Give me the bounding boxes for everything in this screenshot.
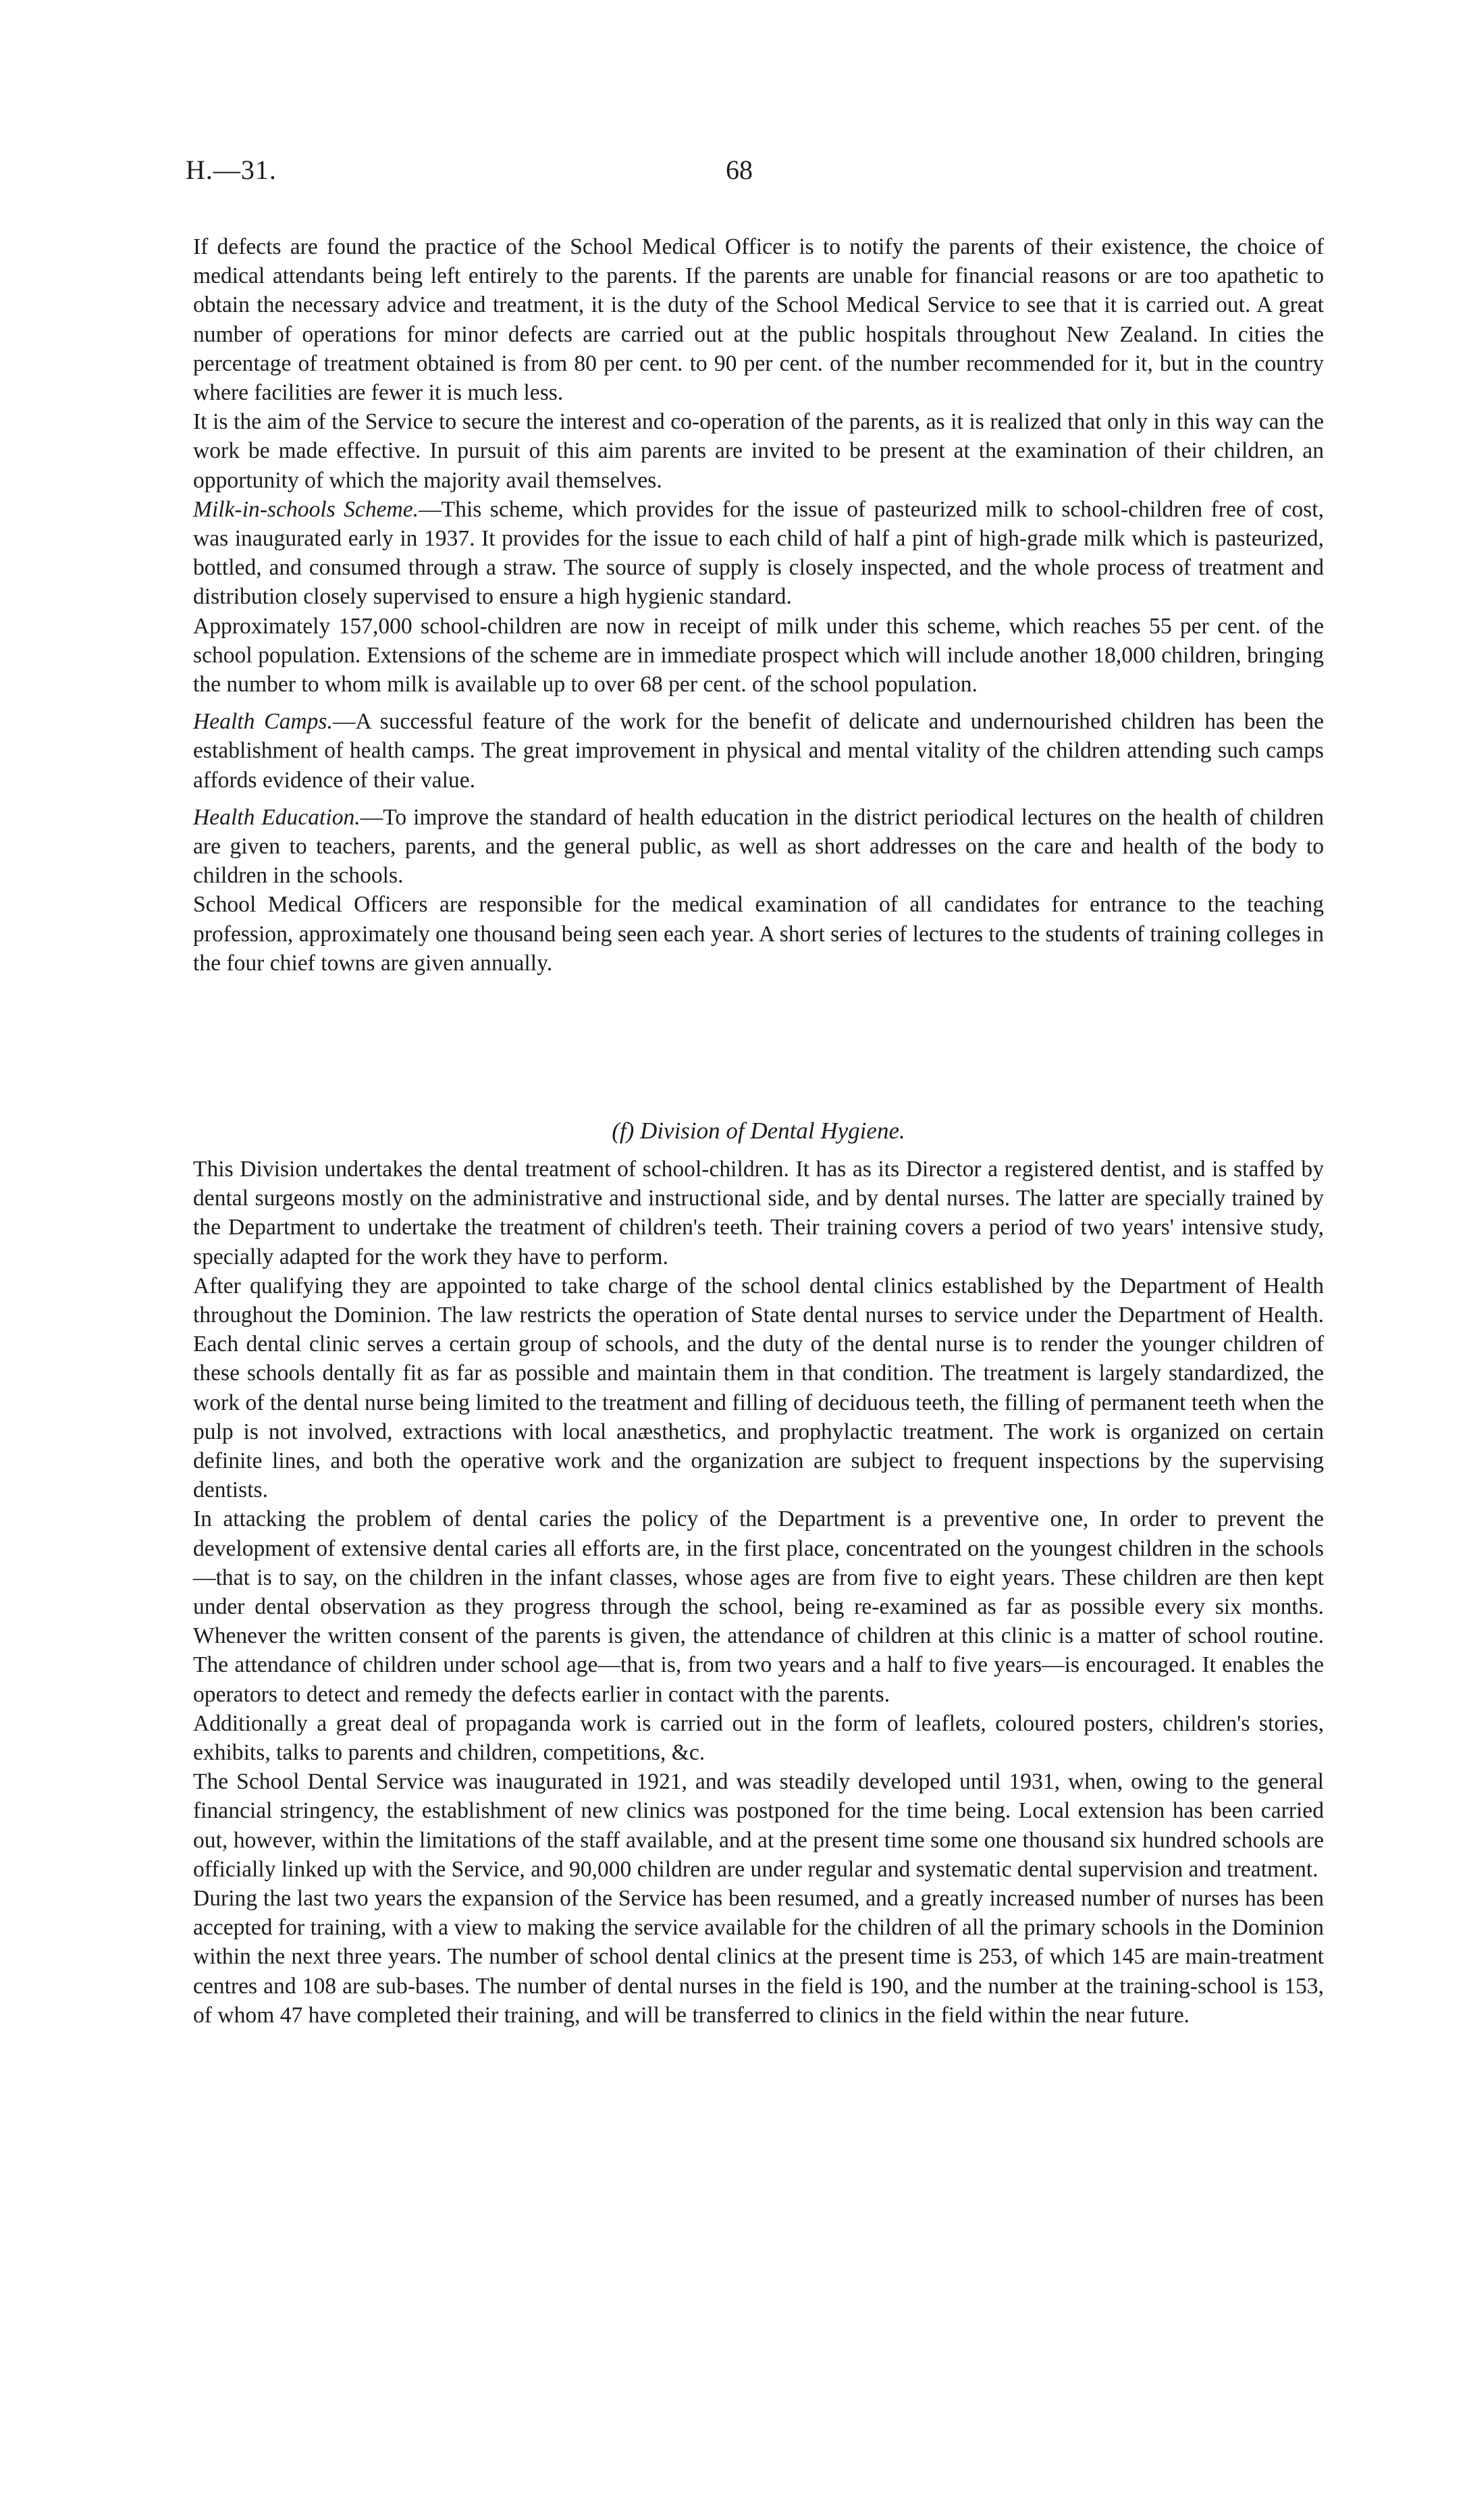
page-header xyxy=(186,154,1320,194)
document-reference: H.—31. xyxy=(186,155,277,185)
paragraph-cooperation: It is the aim of the Service to secure the interest and co-operation of the parents, as it is realized that only in this way can the work be made effective. In pursuit of this aim parents are invited to be present at the examination of their children, an opportunity of which the majority avail themselves. xyxy=(193,409,1324,493)
paragraph-milk-extension: Approximately 157,000 school-children are now in receipt of milk under this scheme, which reaches 55 per cent. of the school population. Extensions of the scheme are in immediate prospect which will include another 18,000 children, bringing the number to whom milk is available up to over 68 per cent. of the school population. xyxy=(193,613,1324,698)
milk-scheme-text: —This scheme, which provides for the issue of pasteurized milk to school-children free of cost, was inaugurated early in 1937. It provides for the issue to each child of half a pint of high-grade milk which is pasteurized, bottled, and consumed through a straw. The source of supply is closely inspected, and the whole process of treatment and distribution closely supervised to ensure a high hygienic standard. xyxy=(193,496,1325,610)
paragraph-health-education xyxy=(193,803,1324,891)
paragraph-milk-scheme xyxy=(193,495,1324,612)
paragraph-division-intro: This Division undertakes the dental treatment of school-children. It has as its Director a registered dentist, and is staffed by dental surgeons mostly on the administrative and instructional side, and by dental nurses. The latter are specially trained by the Department to undertake the treatment of children's teeth. Their training covers a period of two years' intensive study, specially adapted for the work they have to perform. xyxy=(193,1157,1324,1269)
paragraph-dental-caries: In attacking the problem of dental caries the policy of the Department is a preventive one, In order to prevent the development of extensive dental caries all efforts are, in the first place, concentrated on the youngest children in the schools—that is to say, on the children in the infant classes, whose ages are from five to eight years. These children are then kept under dental observation as they progress through the school, being re-examined as far as possible every six months. Whenever the written consent of the parents is given, the attendance of children at this clinic is a matter of school routine. The attendance of children under school age—that is, from two years and a half to five years—is encouraged. It enables the operators to detect and remedy the defects earlier in contact with the parents. xyxy=(193,1506,1324,1707)
milk-scheme-heading: Milk-in-schools Scheme. xyxy=(193,496,419,522)
dental-hygiene-text xyxy=(193,1155,1324,2030)
paragraph-propaganda: Additionally a great deal of propaganda work is carried out in the form of leaflets, coloured posters, children's stories, exhibits, talks to parents and children, competitions, &c. xyxy=(193,1710,1324,1766)
paragraph-dental-clinics: After qualifying they are appointed to take charge of the school dental clinics established by the Department of Health throughout the Dominion. The law restricts the operation of State dental nurses to service under the Department of Health. Each dental clinic serves a certain group of schools, and the duty of the dental nurse is to render the younger children of these schools dentally fit as far as possible and maintain them in that condition. The treatment is largely standardized, the work of the dental nurse being limited to the treatment and filling of deciduous teeth, the filling of permanent teeth when the pulp is not involved, extractions with local anæsthetics, and prophylactic treatment. The work is organized on certain definite lines, and both the operative work and the organization are subject to frequent inspections by the supervising dentists. xyxy=(193,1273,1324,1503)
paragraph-defects: If defects are found the practice of the School Medical Officer is to notify the parents of their existence, the choice of medical attendants being left entirely to the parents. If the parents are unable for financial reasons or are too apathetic to obtain the necessary advice and treatment, it is the duty of the School Medical Service to see that it is carried out. A great number of operations for minor defects are carried out at the public hospitals throughout New Zealand. In cities the percentage of treatment obtained is from 80 per cent. to 90 per cent. of the number recommended for it, but in the country where facilities are fewer it is much less. xyxy=(193,234,1324,406)
health-education-heading: Health Education. xyxy=(193,804,361,830)
paragraph-health-camps xyxy=(193,707,1324,795)
health-camps-heading: Health Camps. xyxy=(193,709,333,735)
paragraph-service-history: The School Dental Service was inaugurated in 1921, and was steadily developed until 1931, when, owing to the general financial stringency, the establishment of new clinics was postponed for the time being. Local extension has been carried out, however, within the limitations of the staff available, and at the present time some one thousand six hundred schools are officially linked up with the Service, and 90,000 children are under regular and systematic dental supervision and treatment. xyxy=(193,1769,1324,1882)
paragraph-teacher-examination: School Medical Officers are responsible for the medical examination of all candidates for entrance to the teaching profession, approximately one thousand being seen each year. A short series of lectures to the students of training colleges in the four chief towns are given annually. xyxy=(193,892,1324,976)
paragraph-service-expansion: During the last two years the expansion of the Service has been resumed, and a greatly increased number of nurses has been accepted for training, with a view to making the service available for the children of all the primary schools in the Dominion within the next three years. The number of school dental clinics at the present time is 253, of which 145 are main-treatment centres and 108 are sub-bases. The number of dental nurses in the field is 190, and the number at the training-school is 153, of whom 47 have completed their training, and will be transferred to clinics in the field within the near future. xyxy=(193,1886,1324,2028)
health-education-text: —To improve the standard of health education in the district periodical lectures on the health of children are given to teachers, parents, and the general public, as well as short addresses on the care and health of the body to children in the schools. xyxy=(193,804,1324,889)
page-number: 68 xyxy=(726,155,753,185)
school-medical-service-text xyxy=(193,232,1324,978)
health-camps-text: —A successful feature of the work for the benefit of delicate and undernourished children has been the establishment of health camps. The great improvement in physical and mental vitality of the children attending such camps affords evidence of their value. xyxy=(193,709,1324,793)
section-heading-dental-hygiene: (f) Division of Dental Hygiene. xyxy=(612,1118,905,1144)
